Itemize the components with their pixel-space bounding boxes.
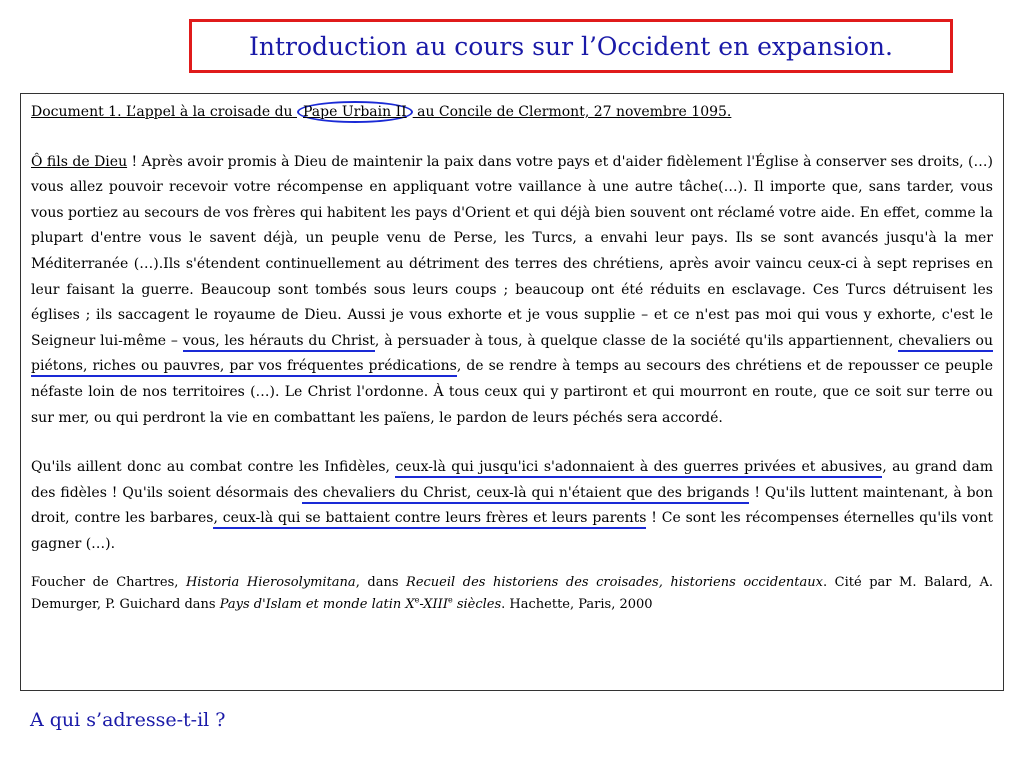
title-box	[189, 19, 953, 73]
question-text: A qui s’adresse-t-il ?	[30, 709, 226, 731]
document-frame	[20, 93, 1004, 691]
citation-title: Pays d'Islam et monde latin X	[219, 596, 415, 612]
document-body	[31, 100, 993, 616]
circled-annotation: Pape Urbain II	[297, 101, 413, 123]
highlighted-phrase: es chevaliers du Christ, ceux-là qui n'étaient que des brigands	[302, 485, 749, 504]
heading-text-end: au Concile de Clermont, 27 novembre 1095.	[412, 104, 732, 120]
document-heading	[31, 100, 993, 126]
superscript: e	[414, 595, 420, 605]
paragraph-1	[31, 150, 993, 432]
paragraph-text: , à persuader à tous, à quelque classe de la société qu'ils appartiennent,	[374, 332, 899, 349]
highlighted-phrase: chevaliers ou piétons, riches ou pauvres, par vos fréquentes prédications	[31, 333, 993, 378]
citation-text: Foucher de Chartres,	[31, 574, 186, 590]
paragraph-2	[31, 455, 993, 557]
highlighted-phrase: vous, les hérauts du Christ	[183, 333, 375, 352]
paragraph-text: Qu'ils aillent donc au combat contre les Infidèles,	[31, 459, 396, 476]
source-citation	[31, 572, 993, 616]
citation-title: Historia Hierosolymitana	[185, 574, 356, 590]
citation-text: . Hachette, Paris, 2000	[501, 596, 653, 612]
paragraph-text: ! Ce sont les récompenses éternelles qu'ils vont gagner (…).	[31, 510, 993, 552]
paragraph-text: , au grand dam des fidèles ! Qu'ils soient désormais d	[31, 459, 994, 501]
heading-text: Document 1. L’appel à la croisade du	[31, 104, 298, 120]
citation-text: . Cité par M. Balard, A. Demurger, P. Guichard dans	[31, 574, 994, 612]
paragraph-text: , de se rendre à temps au secours des chrétiens et de repousser ce peuple néfaste loin de nos territoires (…). Le Christ l'ordonne. À tous ceux qui y partiront et qui mourront en route, que ce soit sur terre ou sur mer, ou qui perdront la vie en combattant les païens, le pardon de leurs péchés sera accordé.	[31, 358, 993, 426]
citation-title: -XIII	[419, 596, 448, 612]
citation-title: Recueil des historiens des croisades, historiens occidentaux	[406, 574, 823, 590]
page-title: Introduction au cours sur l’Occident en expansion.	[249, 32, 893, 61]
underlined-phrase: Ô fils de Dieu	[31, 153, 128, 170]
highlighted-phrase: , ceux-là qui se battaient contre leurs frères et leurs parents	[213, 510, 646, 529]
highlighted-phrase: ceux-là qui jusqu'ici s'adonnaient à des guerres privées et abusives	[395, 459, 882, 478]
paragraph-text: ! Qu'ils luttent maintenant, à bon droit, contre les barbares	[31, 484, 993, 527]
superscript: e	[447, 595, 453, 605]
citation-text: , dans	[355, 574, 407, 590]
citation-title: siècles	[452, 596, 502, 612]
paragraph-text: ! Après avoir promis à Dieu de maintenir la paix dans votre pays et d'aider fidèlement l'Église à conserver ses droits, (…) vous allez pouvoir recevoir votre récompense en appliquant votre vaillance à une autre tâche(…). Il importe que, sans tarder, vous vous portiez au secours de vos frères qui habitent les pays d'Orient et qui déjà bien souvent ont réclamé votre aide. En effet, comme la plupart d'entre vous le savent déjà, un peuple venu de Perse, les Turcs, a envahi leur pays. Ils se sont avancés jusqu'à la mer Méditerranée (…).Ils s'étendent continuellement au détriment des terres des chrétiens, après avoir vaincu ceux-ci à sept reprises en leur faisant la guerre. Beaucoup sont tombés sous leurs coups ; beaucoup ont été réduits en esclavage. Ces Turcs détruisent les églises ; ils saccagent le royaume de Dieu. Aussi je vous exhorte et je vous supplie – et ce n'est pas moi qui vous y exhorte, c'est le Seigneur lui-même –	[31, 153, 993, 349]
